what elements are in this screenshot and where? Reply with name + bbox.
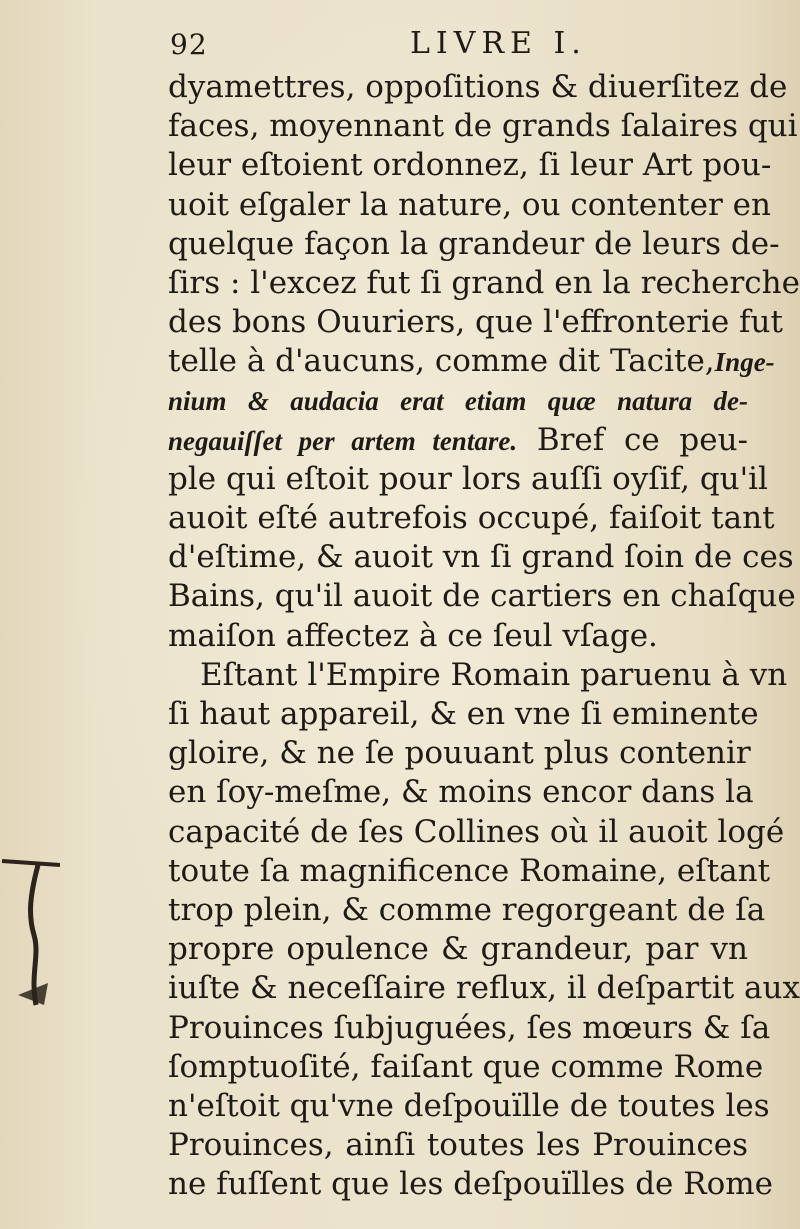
text-line: Prouinces ſubjuguées, ſes mœurs & ſa	[168, 1009, 771, 1046]
marginal-bracket-mark	[0, 855, 70, 1035]
text-line-with-quote	[168, 421, 748, 460]
text-line: quelque façon la grandeur de leurs de-	[168, 225, 780, 262]
latin-quote-end: negauiſſet per artem tentare.	[168, 425, 518, 456]
text-line: en ſoy-meſme, & moins encor dans la	[168, 774, 754, 811]
text-line: leur eſtoient ordonnez, ſi leur Art pou-	[168, 147, 772, 184]
text-line: trop plein, & comme regorgeant de ſa	[168, 891, 766, 928]
text-line: ple qui eſtoit pour lors auſſi oyſif, qu'il	[168, 460, 768, 497]
text-line: ne fuſſent que les deſpouïlles de Rome	[168, 1166, 773, 1203]
text-line: uoit eſgaler la nature, ou contenter en	[168, 186, 771, 223]
text-segment: Bref ce peu-	[536, 421, 749, 458]
text-line: iuſte & neceſſaire reflux, il deſpartit aux	[168, 970, 800, 1007]
text-line: gloire, & ne ſe pouuant plus contenir	[168, 735, 751, 772]
text-line: ſi haut appareil, & en vne ſi eminente	[168, 696, 759, 732]
text-line: n'eſtoit qu'vne deſpouïlle de toutes les	[168, 1087, 770, 1124]
text-line: toute ſa magnificence Romaine, eſtant	[168, 852, 771, 889]
text-line: propre opulence & grandeur, par vn	[168, 931, 748, 968]
text-line-with-quote	[168, 342, 775, 381]
page-number: 92	[170, 28, 208, 61]
text-line: maiſon affectez à ce ſeul vſage.	[168, 617, 658, 654]
text-line: auoit eſté autrefois occupé, faiſoit tant	[168, 500, 775, 537]
text-line: Prouinces, ainſi toutes les Prouinces	[168, 1127, 748, 1164]
text-line: des bons Ouuriers, que l'effronterie fut	[168, 304, 783, 341]
text-segment: telle à d'aucuns, comme dit Tacite,	[168, 343, 715, 380]
running-head: LIVRE I.	[410, 26, 587, 61]
text-line: dyamettres, oppoſitions & diuerſitez de	[168, 69, 788, 105]
body-text	[168, 68, 800, 1204]
text-line: d'eſtime, & auoit vn ſi grand ſoin de ces	[168, 539, 794, 576]
text-line: capacité de ſes Collines où il auoit logé	[168, 813, 785, 850]
latin-quote-start: Inge-	[714, 347, 775, 378]
text-line: faces, moyennant de grands ſalaires qui	[168, 108, 798, 145]
text-line: ſomptuoſité, faiſant que comme Rome	[168, 1048, 764, 1085]
text-line: ſirs : l'excez fut ſi grand en la recherche	[168, 264, 800, 301]
text-line: Bains, qu'il auoit de cartiers en chaſque	[168, 578, 796, 615]
page-header	[170, 22, 750, 68]
latin-quote-line: nium & audacia erat etiam quæ natura de-	[168, 385, 748, 416]
text-line: Eſtant l'Empire Romain paruenu à vn	[200, 656, 788, 693]
